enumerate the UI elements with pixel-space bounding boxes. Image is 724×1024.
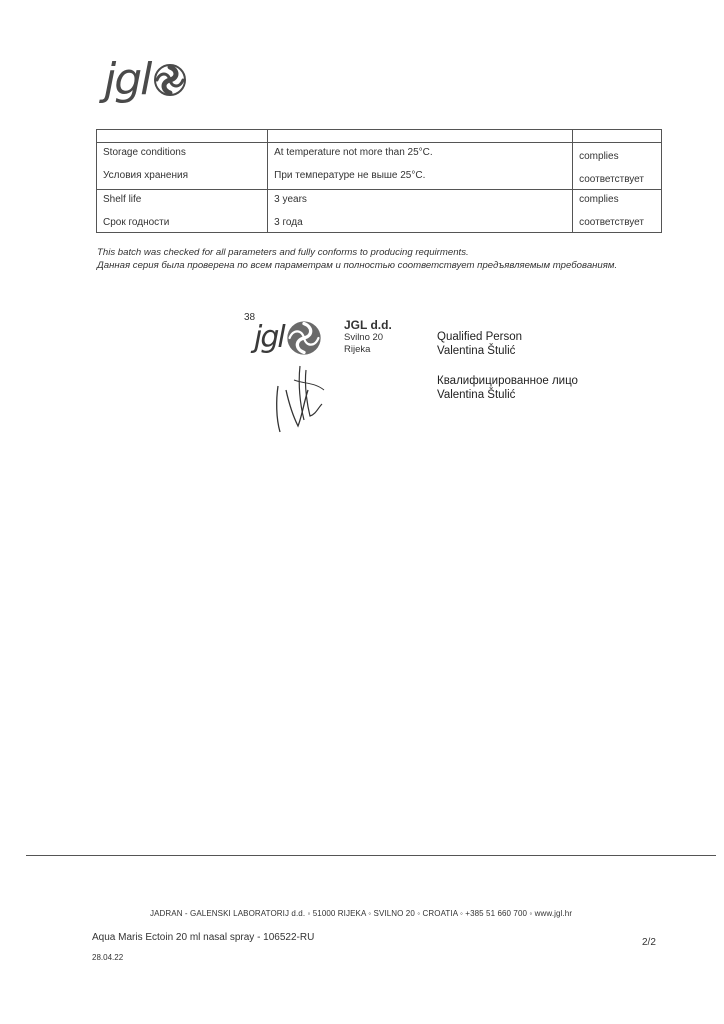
parameter-ru: Срок годности xyxy=(103,217,170,228)
handwritten-signature xyxy=(264,360,344,436)
qualified-person-en xyxy=(437,330,578,358)
parameter-en: Shelf life xyxy=(103,194,142,205)
spec-ru: При температуре не выше 25°C. xyxy=(274,170,426,181)
parameter-ru: Условия хранения xyxy=(103,170,189,181)
logo-text: jgl xyxy=(104,54,151,105)
footer-divider xyxy=(26,855,716,856)
stamp-number: 38 xyxy=(244,312,256,323)
spec-cell xyxy=(268,190,573,233)
table-row xyxy=(97,190,662,233)
qp-name-en: Valentina Štulić xyxy=(437,345,516,357)
result-ru: соответствует xyxy=(579,217,644,228)
parameter-cell xyxy=(97,190,268,233)
stamp-street: Svilno 20 xyxy=(344,332,384,343)
stamp-city: Rijeka xyxy=(344,344,371,355)
header-cell xyxy=(268,130,573,143)
header-cell xyxy=(573,130,662,143)
logo-swirl-icon xyxy=(152,62,188,98)
document-date: 28.04.22 xyxy=(92,953,124,962)
company-logo xyxy=(104,54,188,105)
stamp-swirl-icon xyxy=(284,318,324,358)
qualified-person-block xyxy=(437,330,578,418)
result-ru: соответствует xyxy=(579,174,644,185)
result-en: complies xyxy=(579,151,619,162)
parameter-cell xyxy=(97,143,268,190)
company-stamp xyxy=(244,312,404,442)
stamp-company-block xyxy=(344,318,392,356)
spec-ru: 3 года xyxy=(274,217,303,228)
stamp-company-name: JGL d.d. xyxy=(344,318,392,332)
qp-title-en: Qualified Person xyxy=(437,331,523,343)
note-en: This batch was checked for all parameters and fully conforms to producing requirments. xyxy=(97,247,469,258)
result-cell xyxy=(573,143,662,190)
parameter-en: Storage conditions xyxy=(103,147,186,158)
footer-address: JADRAN - GALENSKI LABORATORIJ d.d. ◦ 51000 RIJEKA ◦ SVILNO 20 ◦ CROATIA ◦ +385 51 660 700 ◦ www.jgl.hr xyxy=(150,909,573,918)
result-en: complies xyxy=(579,194,619,205)
document-reference: Aqua Maris Ectoin 20 ml nasal spray - 106522-RU xyxy=(92,932,315,943)
spec-en: 3 years xyxy=(274,194,307,205)
header-cell xyxy=(97,130,268,143)
qp-title-ru: Квалифицированное лицо xyxy=(437,375,578,387)
spec-cell xyxy=(268,143,573,190)
table-header-row xyxy=(97,130,662,143)
qualified-person-ru xyxy=(437,374,578,402)
page-number: 2/2 xyxy=(642,937,656,948)
spec-en: At temperature not more than 25°C. xyxy=(274,147,433,158)
specification-table xyxy=(96,129,662,233)
stamp-logo xyxy=(254,318,324,358)
table-row xyxy=(97,143,662,190)
qp-name-ru: Valentina Štulić xyxy=(437,389,516,401)
note-ru: Данная серия была проверена по всем параметрам и полностью соответствует предъявляемым требованиям. xyxy=(97,260,618,271)
stamp-logo-text: jgl xyxy=(254,320,284,355)
result-cell xyxy=(573,190,662,233)
conformity-note xyxy=(97,246,687,272)
